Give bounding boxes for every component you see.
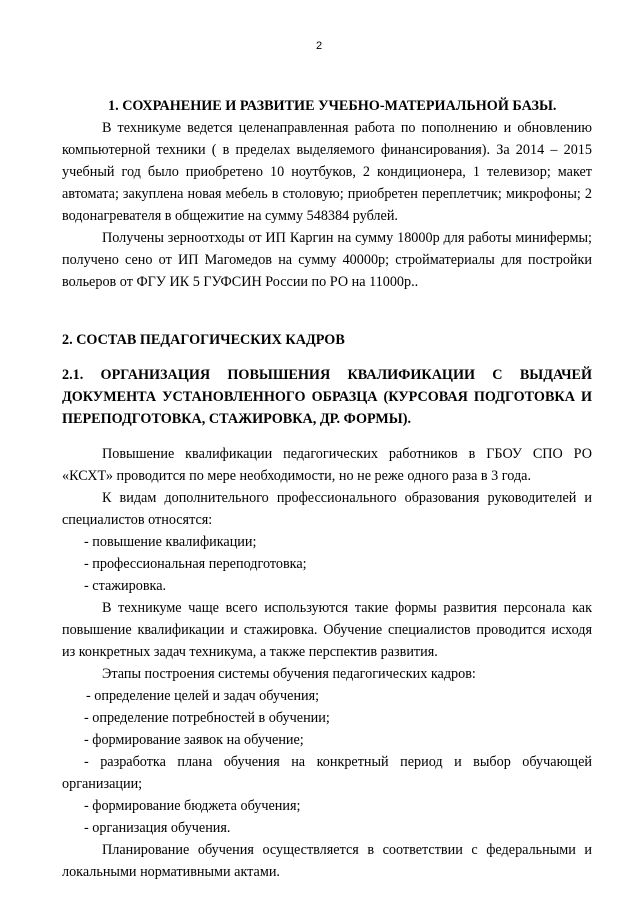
page-number: 2 — [315, 40, 323, 52]
section2-paragraph-3: В техникуме чаще всего используются такие формы развития персонала как повышение квалификации и стажировка. Обучение специалистов проводится исходя из конкретных задач техникума, а также перспектив развития. — [62, 600, 592, 660]
stage-item-6: - организация обучения. — [84, 820, 231, 836]
stage-item-4: - разработка плана обучения на конкретный период и выбор обучающей организации; — [62, 754, 592, 792]
section2-heading: 2. СОСТАВ ПЕДАГОГИЧЕСКИХ КАДРОВ — [62, 332, 345, 348]
stage-item-1: - определение целей и задач обучения; — [86, 688, 320, 704]
section2-paragraph-5: Планирование обучения осуществляется в соответствии с федеральными и локальными нормативными актами. — [62, 842, 592, 880]
kind-item-3: - стажировка. — [84, 578, 167, 594]
section2-paragraph-2: К видам дополнительного профессионального образования руководителей и специалистов относятся: — [62, 490, 592, 528]
section2-subheading: 2.1. ОРГАНИЗАЦИЯ ПОВЫШЕНИЯ КВАЛИФИКАЦИИ С ВЫДАЧЕЙ ДОКУМЕНТА УСТАНОВЛЕННОГО ОБРАЗЦА (КУРСОВАЯ ПОДГОТОВКА И ПЕРЕПОДГОТОВКА, СТАЖИРОВКА, ДР. ФОРМЫ). — [62, 367, 592, 427]
document-body — [62, 95, 592, 883]
stage-item-5: - формирование бюджета обучения; — [84, 798, 301, 814]
kind-item-1: - повышение квалификации; — [84, 534, 257, 550]
kind-item-2: - профессиональная переподготовка; — [84, 556, 307, 572]
section1-paragraph-2: Получены зерноотходы от ИП Каргин на сумму 18000р для работы минифермы; получено сено от ИП Магомедов на сумму 40000р; стройматериалы для постройки вольеров от ФГУ ИК 5 ГУФСИН России по РО на 11000р.. — [62, 230, 592, 290]
section1-paragraph-1: В техникуме ведется целенаправленная работа по пополнению и обновлению компьютерной техники ( в пределах выделяемого финансирования). За 2014 – 2015 учебный год было приобретено 10 ноутбуков, 2 кондиционера, 1 телевизор; макет автомата; закуплена новая мебель в столовую; приобретен переплетчик; микрофоны; 2 водонагревателя в общежитие на сумму 548384 рублей. — [62, 120, 592, 224]
section2-paragraph-1: Повышение квалификации педагогических работников в ГБОУ СПО РО «КСХТ» проводится по мере необходимости, но не реже одного раза в 3 года. — [62, 446, 592, 484]
stage-item-3: - формирование заявок на обучение; — [84, 732, 304, 748]
section2-paragraph-4: Этапы построения системы обучения педагогических кадров: — [102, 666, 476, 682]
section1-heading: 1. СОХРАНЕНИЕ И РАЗВИТИЕ УЧЕБНО-МАТЕРИАЛЬНОЙ БАЗЫ. — [108, 98, 557, 114]
stage-item-2: - определение потребностей в обучении; — [84, 710, 330, 726]
